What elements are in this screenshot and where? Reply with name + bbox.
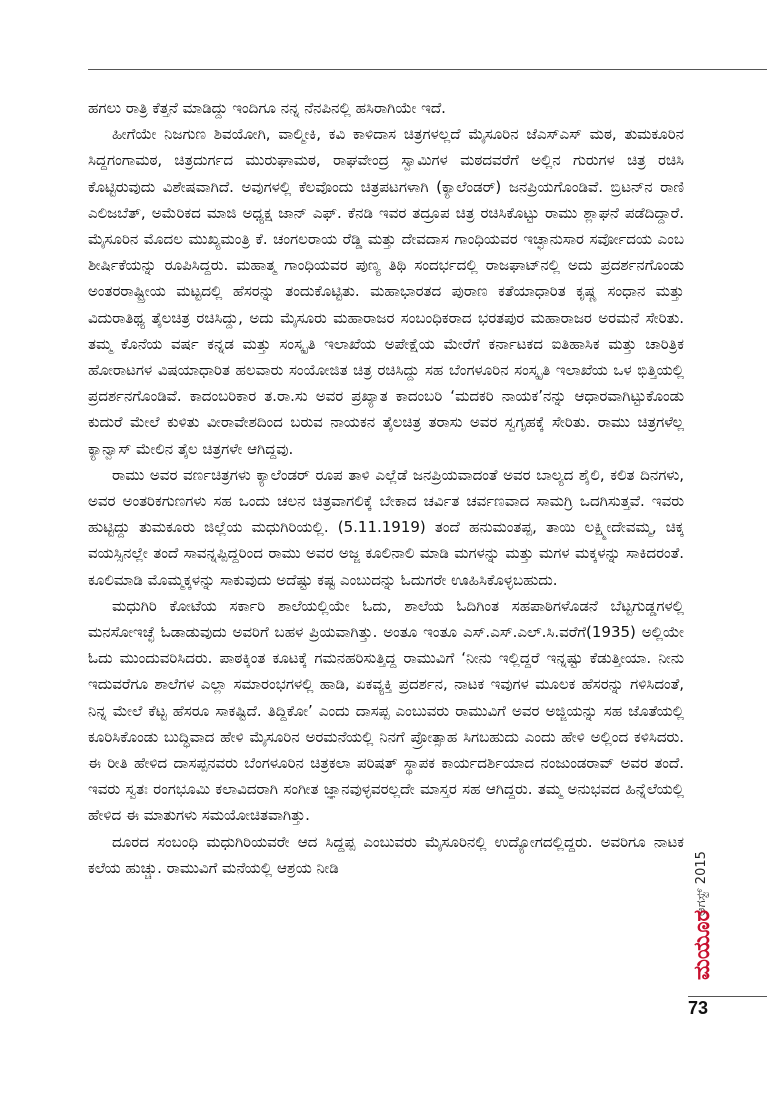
issue-date: ಆಗಸ್ಟ್ 2015 xyxy=(694,851,709,916)
page-number: 73 xyxy=(688,998,709,1018)
paragraph-4: ಮಧುಗಿರಿ ಕೋಟೆಯ ಸರ್ಕಾರಿ ಶಾಲೆಯಲ್ಲಿಯೇ ಓದು, ಶಾಲೆಯ ಓದಿಗಿಂತ ಸಹಪಾಠಿಗಳೊಡನೆ ಬೆಟ್ಟಗುಡ್ಡಗಳಲ್ಲಿ ಮನಸೋಇಚ್ಛೆ ಓಡಾಡುವುದು ಅವರಿಗೆ ಬಹಳ ಪ್ರಿಯವಾಗಿತ್ತು. ಅಂತೂ ಇಂತೂ ಎಸ್.ಎಸ್.ಎಲ್.ಸಿ.ವರೆಗೆ(1935) ಅಲ್ಲಿಯೇ ಓದು ಮುಂದುವರಿಸಿದರು. ಪಾಠಕ್ಕಿಂತ ಕೂಟಕ್ಕೆ ಗಮನಹರಿಸುತ್ತಿದ್ದ ರಾಮುವಿಗೆ ‘ನೀನು ಇಲ್ಲಿದ್ದರೆ ಇನ್ನಷ್ಟು ಕೆಡುತ್ತೀಯಾ. ನೀನು ಇದುವರೆಗೂ ಶಾಲೆಗಳ ಎಲ್ಲಾ ಸಮಾರಂಭಗಳಲ್ಲಿ ಹಾಡಿ, ಏಕವ್ಯಕ್ತಿ ಪ್ರದರ್ಶನ, ನಾಟಕ ಇವುಗಳ ಮೂಲಕ ಹೆಸರನ್ನು ಗಳಿಸಿದಂತೆ, ನಿನ್ನ ಮೇಲೆ ಕೆಟ್ಟ ಹೆಸರೂ ಸಾಕಷ್ಟಿದೆ. ತಿದ್ದಿಕೋ’ ಎಂದು ದಾಸಪ್ಪ ಎಂಬುವರು ರಾಮುವಿಗೆ ಅವರ ಅಜ್ಜಿಯನ್ನು ಸಹ ಜೊತೆಯಲ್ಲಿ ಕೂರಿಸಿಕೊಂಡು ಬುದ್ಧಿವಾದ ಹೇಳಿ ಮೈಸೂರಿನ ಅರಮನೆಯಲ್ಲಿ ನಿನಗೆ ಪ್ರೋತ್ಸಾಹ ಸಿಗಬಹುದು ಎಂದು ಹೇಳಿ ಅಲ್ಲಿಂದ ಕಳಿಸಿದರು. ಈ ರೀತಿ ಹೇಳಿದ ದಾಸಪ್ಪನವರು ಬೆಂಗಳೂರಿನ ಚಿತ್ರಕಲಾ ಪರಿಷತ್ ಸ್ಥಾಪಕ ಕಾರ್ಯದರ್ಶಿಯಾದ ನಂಜುಂಡರಾವ್ ಅವರ ತಂದೆ. ಇವರು ಸ್ವತಃ ರಂಗಭೂಮಿ ಕಲಾವಿದರಾಗಿ ಸಂಗೀತ ಜ್ಞಾನವುಳ್ಳವರಲ್ಲದೇ ಮಾಸ್ತರ ಸಹ ಆಗಿದ್ದರು. ತಮ್ಮ ಅನುಭವದ ಹಿನ್ನೆಲೆಯಲ್ಲಿ ಹೇಳಿದ ಈ ಮಾತುಗಳು ಸಮಯೋಚಿತವಾಗಿತ್ತು. xyxy=(88,596,684,825)
paragraph-2: ಹೀಗೆಯೇ ನಿಜಗುಣ ಶಿವಯೋಗಿ, ವಾಲ್ಮೀಕಿ, ಕವಿ ಕಾಳಿದಾಸ ಚಿತ್ರಗಳಲ್ಲದೆ ಮೈಸೂರಿನ ಜೆಎಸ್‌ಎಸ್ ಮಠ, ತುಮಕೂರಿನ ಸಿದ್ದಗಂಗಾಮಠ, ಚಿತ್ರದುರ್ಗದ ಮುರುಘಾಮಠ, ರಾಘವೇಂದ್ರ ಸ್ವಾಮಿಗಳ ಮಠದವರೆಗೆ ಅಲ್ಲಿನ ಗುರುಗಳ ಚಿತ್ರ ರಚಿಸಿ ಕೊಟ್ಟಿರುವುದು ವಿಶೇಷವಾಗಿದೆ. ಅವುಗಳಲ್ಲಿ ಕೆಲವೊಂದು ಚಿತ್ರಪಟಗಳಾಗಿ (ಕ್ಯಾಲೆಂಡರ್) ಜನಪ್ರಿಯಗೊಂಡಿವೆ. ಬ್ರಿಟನ್‌ನ ರಾಣಿ ಎಲಿಜಬೆತ್, ಅಮೆರಿಕದ ಮಾಜಿ ಅಧ್ಯಕ್ಷ ಜಾನ್ ಎಫ್. ಕೆನಡಿ ಇವರ ತದ್ರೂಪ ಚಿತ್ರ ರಚಿಸಿಕೊಟ್ಟು ರಾಮು ಶ್ಲಾಘನೆ ಪಡೆದಿದ್ದಾರೆ. ಮೈಸೂರಿನ ಮೊದಲ ಮುಖ್ಯಮಂತ್ರಿ ಕೆ. ಚಂಗಲರಾಯ ರೆಡ್ಡಿ ಮತ್ತು ದೇವದಾಸ ಗಾಂಧಿಯವರ ಇಚ್ಛಾನುಸಾರ ಸರ್ವೋದಯ ಎಂಬ ಶೀರ್ಷಿಕೆಯನ್ನು ರೂಪಿಸಿದ್ದರು. ಮಹಾತ್ಮ ಗಾಂಧಿಯವರ ಪುಣ್ಯ ತಿಥಿ ಸಂದರ್ಭದಲ್ಲಿ ರಾಜಘಾಟ್‌ನಲ್ಲಿ ಅದು ಪ್ರದರ್ಶನಗೊಂಡು ಅಂತರರಾಷ್ಟ್ರೀಯ ಮಟ್ಟದಲ್ಲಿ ಹೆಸರನ್ನು ತಂದುಕೊಟ್ಟಿತು. ಮಹಾಭಾರತದ ಪುರಾಣ ಕತೆಯಾಧಾರಿತ ಕೃಷ್ಣ ಸಂಧಾನ ಮತ್ತು ವಿದುರಾತಿಥ್ಯ ತೈಲಚಿತ್ರ ರಚಿಸಿದ್ದು, ಅದು ಮೈಸೂರು ಮಹಾರಾಜರ ಸಂಬಂಧಿಕರಾದ ಭರತಪುರ ಮಹಾರಾಜರ ಅರಮನೆ ಸೇರಿತು. ತಮ್ಮ ಕೊನೆಯ ವರ್ಷ ಕನ್ನಡ ಮತ್ತು ಸಂಸ್ಕೃತಿ ಇಲಾಖೆಯ ಅಪೇಕ್ಷೆಯ ಮೇರೆಗೆ ಕರ್ನಾಟಕದ ಐತಿಹಾಸಿಕ ಮತ್ತು ಚಾರಿತ್ರಿಕ ಹೋರಾಟಗಳ ವಿಷಯಾಧಾರಿತ ಹಲವಾರು ಸಂಯೋಜಿತ ಚಿತ್ರ ರಚಿಸಿದ್ದು ಸಹ ಬೆಂಗಳೂರಿನ ಸಂಸ್ಕೃತಿ ಇಲಾಖೆಯ ಒಳ ಭಿತ್ತಿಯಲ್ಲಿ ಪ್ರದರ್ಶನಗೊಂಡಿವೆ. ಕಾದಂಬರಿಕಾರ ತ.ರಾ.ಸು ಅವರ ಪ್ರಖ್ಯಾತ ಕಾದಂಬರಿ ‘ಮದಕರಿ ನಾಯಕ’ನನ್ನು ಆಧಾರವಾಗಿಟ್ಟುಕೊಂಡು ಕುದುರೆ ಮೇಲೆ ಕುಳಿತು ವೀರಾವೇಶದಿಂದ ಬರುವ ನಾಯಕನ ತೈಲಚಿತ್ರ ತರಾಸು ಅವರ ಸ್ವಗೃಹಕ್ಕೆ ಸೇರಿತು. ರಾಮು ಚಿತ್ರಗಳೆಲ್ಲ ಕ್ಯಾನ್ವಾಸ್ ಮೇಲಿನ ತೈಲ ಚಿತ್ರಗಳೇ ಆಗಿದ್ದವು. xyxy=(88,125,684,458)
paragraph-5: ದೂರದ ಸಂಬಂಧಿ ಮಧುಗಿರಿಯವರೇ ಆದ ಸಿದ್ದಪ್ಪ ಎಂಬುವರು ಮೈಸೂರಿನಲ್ಲಿ ಉದ್ಯೋಗದಲ್ಲಿದ್ದರು. ಅವರಿಗೂ ನಾಟಕ ಕಲೆಯ ಹುಚ್ಚು. ರಾಮುವಿಗೆ ಮನೆಯಲ್ಲಿ ಆಶ್ರಯ ನೀಡಿ xyxy=(88,832,684,877)
top-divider xyxy=(88,69,767,70)
paragraph-3: ರಾಮು ಅವರ ವರ್ಣಚಿತ್ರಗಳು ಕ್ಯಾಲೆಂಡರ್ ರೂಪ ತಾಳಿ ಎಲ್ಲೆಡೆ ಜನಪ್ರಿಯವಾದಂತೆ ಅವರ ಬಾಲ್ಯದ ಶೈಲಿ, ಕಲಿತ ದಿನಗಳು, ಅವರ ಅಂತರಿಕಗುಣಗಳು ಸಹ ಒಂದು ಚಲನ ಚಿತ್ರವಾಗಲಿಕ್ಕೆ ಬೇಕಾದ ಚರ್ವಿತ ಚರ್ವಣವಾದ ಸಾಮಗ್ರಿ ಒದಗಿಸುತ್ತವೆ. ಇವರು ಹುಟ್ಟಿದ್ದು ತುಮಕೂರು ಜಿಲ್ಲೆಯ ಮಧುಗಿರಿಯಲ್ಲಿ. (5.11.1919) ತಂದೆ ಹನುಮಂತಪ್ಪ, ತಾಯಿ ಲಕ್ಷ್ಮೀದೇವಮ್ಮ, ಚಿಕ್ಕ ವಯಸ್ಸಿನಲ್ಲೇ ತಂದೆ ಸಾವನ್ನಪ್ಪಿದ್ದರಿಂದ ರಾಮು ಅವರ ಅಜ್ಜ ಕೂಲಿನಾಲಿ ಮಾಡಿ ಮಗಳನ್ನು ಮತ್ತು ಮಗಳ ಮಕ್ಕಳನ್ನು ಸಾಕಿದರಂತೆ. ಕೂಲಿಮಾಡಿ ಮೊಮ್ಮಕ್ಕಳನ್ನು ಸಾಕುವುದು ಅದೆಷ್ಟು ಕಷ್ಟ ಎಂಬುದನ್ನು ಓದುಗರೇ ಊಹಿಸಿಕೊಳ್ಳಬಹುದು. xyxy=(88,465,684,589)
magazine-logo: ಮಯೂರ xyxy=(690,909,715,980)
magazine-sidebar xyxy=(690,820,720,980)
footer-divider xyxy=(688,996,767,997)
paragraph-1: ಹಗಲು ರಾತ್ರಿ ಕೆತ್ತನೆ ಮಾಡಿದ್ದು ಇಂದಿಗೂ ನನ್ನ ನೆನಪಿನಲ್ಲಿ ಹಸಿರಾಗಿಯೇ ಇದೆ. xyxy=(88,99,446,117)
article-body xyxy=(88,95,684,881)
